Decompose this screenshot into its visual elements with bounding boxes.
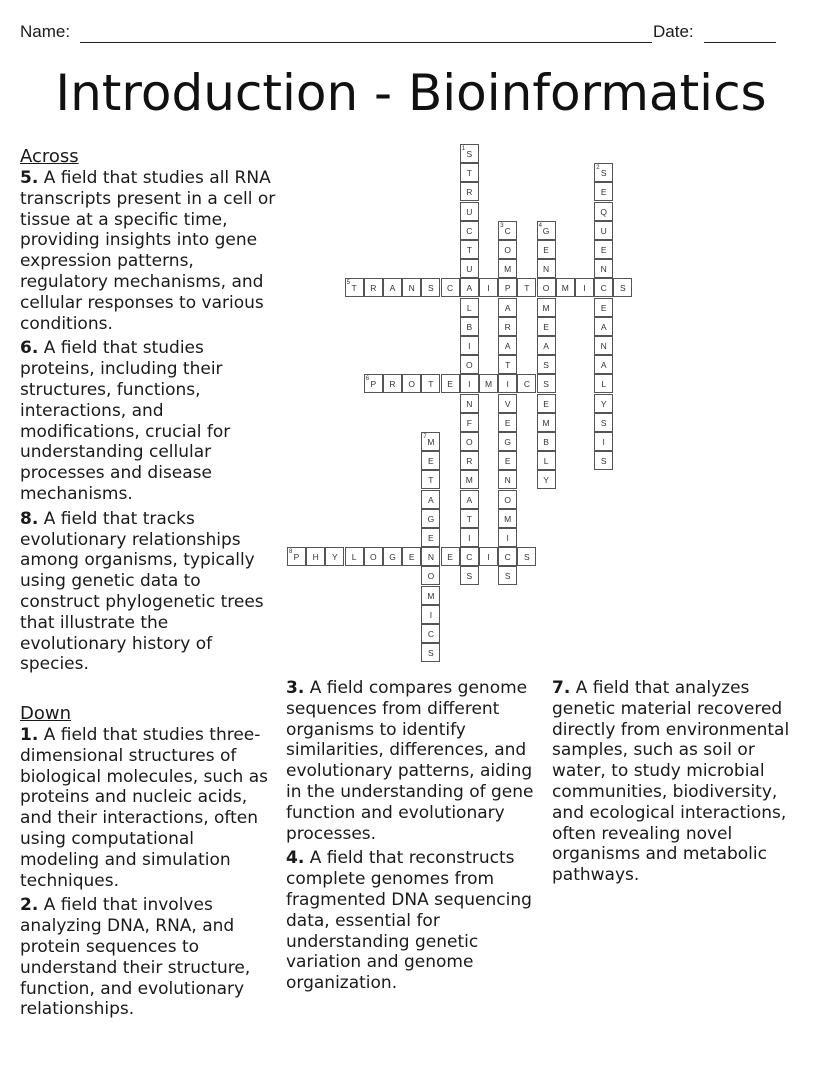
crossword-cell[interactable] bbox=[537, 240, 556, 259]
crossword-cell[interactable] bbox=[498, 547, 517, 566]
crossword-cell[interactable] bbox=[537, 451, 556, 470]
crossword-cell[interactable] bbox=[479, 278, 498, 297]
cell-letter: M bbox=[465, 475, 473, 486]
cell-letter: T bbox=[466, 245, 472, 255]
crossword-cell[interactable] bbox=[594, 298, 613, 317]
crossword-cell[interactable] bbox=[594, 163, 613, 182]
cell-letter: E bbox=[600, 302, 607, 313]
crossword-cell[interactable] bbox=[460, 355, 479, 374]
cell-letter: M bbox=[542, 417, 550, 428]
cell-letter: T bbox=[351, 283, 357, 294]
crossword-cell[interactable] bbox=[537, 298, 556, 317]
crossword-cell[interactable] bbox=[594, 221, 613, 240]
crossword-cell[interactable] bbox=[460, 528, 479, 547]
date-label: Date: bbox=[653, 22, 694, 41]
cell-letter: G bbox=[504, 437, 511, 447]
crossword-cell[interactable] bbox=[498, 259, 517, 278]
crossword-cell[interactable] bbox=[421, 374, 440, 393]
crossword-cell[interactable] bbox=[594, 394, 613, 413]
cell-letter: N bbox=[504, 475, 511, 486]
page-title: Introduction - Bioinformatics bbox=[55, 64, 767, 122]
clue-number: 3. bbox=[286, 678, 305, 698]
crossword-cell[interactable] bbox=[556, 278, 575, 297]
cell-letter: A bbox=[600, 360, 607, 371]
crossword-cell[interactable] bbox=[460, 374, 479, 393]
crossword-cell[interactable] bbox=[537, 394, 556, 413]
clue-down-3 bbox=[286, 678, 544, 844]
cell-letter: M bbox=[504, 264, 512, 275]
crossword-cell[interactable] bbox=[345, 547, 364, 566]
crossword-cell[interactable] bbox=[594, 451, 613, 470]
crossword-cell[interactable] bbox=[517, 278, 536, 297]
clue-number: 2. bbox=[20, 895, 39, 916]
clue-number: 5. bbox=[20, 168, 39, 188]
cell-letter: R bbox=[389, 379, 396, 390]
crossword-cell[interactable] bbox=[287, 547, 306, 566]
cell-letter: Y bbox=[543, 475, 549, 486]
cell-number: 3 bbox=[500, 222, 504, 229]
cell-letter: T bbox=[428, 379, 434, 390]
crossword-cell[interactable] bbox=[421, 490, 440, 509]
clue-down-7 bbox=[552, 678, 810, 886]
cell-letter: O bbox=[408, 379, 415, 390]
cell-letter: E bbox=[428, 533, 434, 543]
cell-letter: T bbox=[428, 475, 434, 486]
crossword-cell[interactable] bbox=[460, 547, 479, 566]
cell-letter: C bbox=[466, 225, 473, 236]
clue-down-4 bbox=[286, 848, 544, 994]
cell-letter: E bbox=[408, 552, 415, 563]
crossword-cell[interactable] bbox=[421, 624, 440, 643]
crossword-cell[interactable] bbox=[364, 374, 383, 393]
clue-text: A field that reconstructs complete genomes from fragmented DNA sequencing data, essential for understanding genetic variation and genome organization. bbox=[286, 848, 532, 994]
cell-letter: S bbox=[600, 417, 607, 428]
crossword-cell[interactable] bbox=[460, 394, 479, 413]
cell-letter: Q bbox=[600, 206, 607, 217]
crossword-cell[interactable] bbox=[460, 509, 479, 528]
cell-letter: E bbox=[600, 245, 607, 255]
down-clues-column-2 bbox=[286, 678, 544, 998]
crossword-cell[interactable] bbox=[460, 182, 479, 201]
cell-letter: E bbox=[543, 321, 549, 332]
crossword-cell[interactable] bbox=[594, 202, 613, 221]
cell-letter: Y bbox=[600, 398, 607, 409]
clue-number: 7. bbox=[552, 678, 571, 698]
crossword-cell[interactable] bbox=[421, 470, 440, 489]
crossword-cell[interactable] bbox=[460, 278, 479, 297]
crossword-cell[interactable] bbox=[537, 336, 556, 355]
cell-letter: S bbox=[524, 552, 530, 563]
cell-letter: I bbox=[487, 283, 490, 294]
clue-text: A field that studies all RNA transcripts present in a cell or tissue at a specific time, providing insights into gene expression patterns, regulatory mechanisms, and cellular responses to various conditions. bbox=[20, 168, 276, 334]
cell-letter: S bbox=[466, 571, 473, 582]
cell-letter: H bbox=[312, 552, 319, 563]
crossword-cell[interactable] bbox=[421, 605, 440, 624]
crossword-cell[interactable] bbox=[460, 259, 479, 278]
cell-letter: T bbox=[466, 168, 472, 179]
cell-letter: E bbox=[543, 398, 549, 409]
crossword-cell[interactable] bbox=[460, 336, 479, 355]
crossword-cell[interactable] bbox=[421, 278, 440, 297]
cell-number: 1 bbox=[461, 146, 466, 152]
crossword-cell[interactable] bbox=[383, 547, 402, 566]
cell-letter: M bbox=[561, 283, 569, 294]
cell-letter: O bbox=[369, 552, 377, 563]
crossword-cell[interactable] bbox=[421, 586, 440, 605]
crossword-cell[interactable] bbox=[594, 278, 613, 297]
crossword-cell[interactable] bbox=[594, 413, 613, 432]
cell-letter: M bbox=[504, 513, 512, 524]
clue-across-8 bbox=[20, 509, 278, 675]
cell-letter: M bbox=[542, 302, 550, 313]
crossword-cell[interactable] bbox=[421, 432, 440, 451]
crossword-cell[interactable] bbox=[460, 144, 479, 163]
crossword-cell[interactable] bbox=[421, 451, 440, 470]
cell-letter: I bbox=[506, 379, 509, 390]
cell-letter: M bbox=[427, 590, 435, 601]
crossword-cell[interactable] bbox=[594, 259, 613, 278]
across-clues bbox=[20, 146, 278, 679]
crossword-cell[interactable] bbox=[460, 221, 479, 240]
cell-letter: L bbox=[351, 552, 357, 563]
cell-number: 6 bbox=[365, 376, 370, 383]
clue-number: 4. bbox=[286, 848, 305, 869]
crossword-cell[interactable] bbox=[537, 221, 556, 240]
crossword-cell[interactable] bbox=[460, 240, 479, 259]
cell-letter: O bbox=[427, 571, 435, 582]
crossword-cell[interactable] bbox=[460, 432, 479, 451]
cell-letter: T bbox=[466, 513, 472, 524]
crossword-cell[interactable] bbox=[479, 374, 498, 393]
crossword-cell[interactable] bbox=[421, 528, 440, 547]
crossword-cell[interactable] bbox=[441, 278, 460, 297]
cell-letter: R bbox=[504, 321, 511, 332]
cell-letter: I bbox=[468, 341, 471, 351]
crossword-cell[interactable] bbox=[498, 355, 517, 374]
cell-letter: G bbox=[542, 225, 550, 236]
crossword-cell[interactable] bbox=[421, 643, 440, 662]
cell-letter: T bbox=[524, 283, 530, 294]
crossword-cell[interactable] bbox=[517, 374, 536, 393]
crossword-cell[interactable] bbox=[498, 509, 517, 528]
name-label: Name: bbox=[20, 22, 71, 41]
crossword-cell[interactable] bbox=[498, 566, 517, 585]
cell-letter: I bbox=[583, 283, 586, 294]
cell-letter: O bbox=[465, 437, 473, 447]
clue-text: A field that involves analyzing DNA, RNA, and protein sequences to understand their structure, function, and evolutionary relationships. bbox=[20, 895, 251, 1020]
cell-letter: T bbox=[505, 360, 511, 371]
cell-letter: P bbox=[370, 379, 377, 390]
cell-letter: F bbox=[466, 417, 472, 428]
cell-letter: S bbox=[620, 283, 626, 294]
cell-letter: A bbox=[389, 283, 396, 294]
crossword-cell[interactable] bbox=[460, 202, 479, 221]
clue-across-5 bbox=[20, 168, 278, 334]
crossword-cell[interactable] bbox=[364, 547, 383, 566]
cell-letter: U bbox=[466, 206, 473, 217]
clue-text: A field compares genome sequences from different organisms to identify similarities, differences, and evolutionary patterns, aiding in the understanding of gene function and evolutionary processes. bbox=[286, 678, 534, 844]
cell-letter: I bbox=[487, 552, 490, 563]
crossword-cell[interactable] bbox=[402, 278, 421, 297]
cell-letter: I bbox=[468, 379, 471, 390]
cell-letter: S bbox=[543, 379, 549, 390]
crossword-cell[interactable] bbox=[498, 394, 517, 413]
clue-number: 8. bbox=[20, 508, 39, 529]
cell-letter: A bbox=[504, 302, 511, 313]
crossword-cell[interactable] bbox=[594, 432, 613, 451]
crossword-cell[interactable] bbox=[345, 278, 364, 297]
cell-letter: C bbox=[447, 283, 454, 294]
crossword-cell[interactable] bbox=[594, 317, 613, 336]
crossword-cell[interactable] bbox=[306, 547, 325, 566]
cell-letter: P bbox=[293, 552, 300, 563]
crossword-cell[interactable] bbox=[498, 432, 517, 451]
cell-letter: I bbox=[506, 533, 509, 543]
crossword-cell[interactable] bbox=[594, 355, 613, 374]
cell-letter: B bbox=[466, 321, 473, 332]
cell-letter: L bbox=[466, 302, 472, 313]
clue-down-1 bbox=[20, 725, 278, 891]
cell-letter: U bbox=[600, 225, 607, 236]
crossword-cell[interactable] bbox=[421, 566, 440, 585]
crossword-cell[interactable] bbox=[460, 317, 479, 336]
crossword-cell[interactable] bbox=[441, 547, 460, 566]
cell-letter: C bbox=[523, 379, 530, 390]
cell-letter: Y bbox=[332, 552, 338, 563]
cell-number: 8 bbox=[289, 549, 293, 556]
crossword-cell[interactable] bbox=[498, 298, 517, 317]
cell-letter: A bbox=[504, 341, 511, 351]
crossword-cell[interactable] bbox=[498, 470, 517, 489]
cell-letter: N bbox=[427, 552, 434, 563]
cell-letter: N bbox=[408, 283, 415, 294]
cell-number: 5 bbox=[346, 280, 350, 287]
crossword-cell[interactable] bbox=[460, 451, 479, 470]
crossword-cell[interactable] bbox=[594, 240, 613, 259]
cell-letter: V bbox=[504, 398, 511, 409]
cell-letter: E bbox=[504, 456, 511, 467]
cell-letter: N bbox=[543, 264, 550, 275]
cell-letter: N bbox=[600, 341, 607, 351]
cell-letter: A bbox=[466, 494, 473, 505]
crossword-cell[interactable] bbox=[498, 413, 517, 432]
cell-letter: N bbox=[466, 398, 473, 409]
crossword-cell[interactable] bbox=[498, 374, 517, 393]
crossword-cell[interactable] bbox=[460, 163, 479, 182]
cell-letter: S bbox=[600, 168, 607, 179]
cell-letter: E bbox=[504, 417, 511, 428]
down-clues-column-3 bbox=[552, 678, 810, 890]
cell-letter: E bbox=[447, 379, 453, 390]
cell-number: 4 bbox=[538, 222, 542, 229]
crossword-cell[interactable] bbox=[498, 278, 517, 297]
crossword-cell[interactable] bbox=[537, 413, 556, 432]
cell-letter: S bbox=[543, 360, 549, 371]
crossword-cell[interactable] bbox=[498, 221, 517, 240]
crossword-cell[interactable] bbox=[402, 374, 421, 393]
cell-letter: O bbox=[542, 283, 550, 294]
crossword-cell[interactable] bbox=[498, 451, 517, 470]
cell-letter: I bbox=[429, 609, 433, 620]
cell-letter: C bbox=[504, 552, 511, 563]
cell-number: 7 bbox=[423, 434, 427, 440]
cell-letter: A bbox=[600, 321, 607, 332]
crossword-cell[interactable] bbox=[498, 317, 517, 336]
cell-letter: C bbox=[466, 552, 473, 563]
cell-letter: S bbox=[428, 648, 434, 659]
crossword-cell[interactable] bbox=[460, 566, 479, 585]
cell-letter: R bbox=[466, 187, 473, 198]
crossword-cell[interactable] bbox=[594, 182, 613, 201]
down-heading: Down bbox=[20, 703, 72, 724]
cell-letter: M bbox=[484, 379, 493, 390]
cell-letter: C bbox=[427, 629, 434, 639]
cell-letter: S bbox=[466, 149, 473, 159]
clue-number: 6. bbox=[20, 338, 39, 359]
cell-letter: E bbox=[428, 456, 434, 467]
cell-letter: A bbox=[466, 283, 473, 294]
clue-text: A field that studies proteins, including their structures, functions, interactions, and modifications, crucial for understanding cellular processes and disease mechanisms. bbox=[20, 338, 231, 504]
crossword-cell[interactable] bbox=[498, 240, 517, 259]
cell-letter: C bbox=[504, 225, 511, 236]
cell-letter: N bbox=[600, 264, 607, 275]
date-field-line[interactable] bbox=[704, 42, 776, 43]
cell-letter: S bbox=[600, 456, 607, 467]
cell-letter: R bbox=[370, 283, 377, 294]
cell-letter: R bbox=[466, 456, 473, 467]
crossword-cell[interactable] bbox=[421, 509, 440, 528]
cell-letter: O bbox=[465, 360, 473, 371]
clue-number: 1. bbox=[20, 725, 39, 745]
cell-letter: O bbox=[504, 245, 511, 255]
crossword-cell[interactable] bbox=[479, 547, 498, 566]
cell-letter: E bbox=[543, 245, 549, 255]
crossword-cell[interactable] bbox=[460, 470, 479, 489]
cell-letter: M bbox=[427, 437, 435, 447]
crossword-cell[interactable] bbox=[594, 336, 613, 355]
cell-letter: B bbox=[543, 437, 549, 447]
cell-letter: U bbox=[466, 264, 473, 275]
crossword-cell[interactable] bbox=[613, 278, 632, 297]
crossword-cell[interactable] bbox=[537, 278, 556, 297]
cell-number: 2 bbox=[596, 165, 600, 172]
crossword-cell[interactable] bbox=[460, 298, 479, 317]
cell-letter: S bbox=[504, 571, 511, 582]
clue-down-2 bbox=[20, 895, 278, 1020]
cell-letter: I bbox=[468, 533, 471, 543]
cell-letter: L bbox=[601, 379, 607, 390]
cell-letter: G bbox=[427, 513, 435, 524]
crossword-cell[interactable] bbox=[383, 278, 402, 297]
crossword-cell[interactable] bbox=[498, 490, 517, 509]
cell-letter: I bbox=[602, 437, 605, 447]
across-heading: Across bbox=[20, 146, 79, 167]
name-field-line[interactable] bbox=[80, 42, 652, 43]
cell-letter: L bbox=[543, 456, 549, 467]
down-clues-column-1 bbox=[20, 703, 278, 1024]
crossword-cell[interactable] bbox=[537, 355, 556, 374]
header-row bbox=[20, 20, 780, 46]
crossword-cell[interactable] bbox=[498, 528, 517, 547]
cell-letter: A bbox=[428, 494, 434, 505]
crossword-cell[interactable] bbox=[402, 547, 421, 566]
crossword-cell[interactable] bbox=[498, 336, 517, 355]
crossword-cell[interactable] bbox=[537, 259, 556, 278]
crossword-cell[interactable] bbox=[460, 413, 479, 432]
crossword-cell[interactable] bbox=[517, 547, 536, 566]
cell-letter: P bbox=[504, 283, 511, 294]
crossword-cell[interactable] bbox=[537, 317, 556, 336]
crossword-cell[interactable] bbox=[383, 374, 402, 393]
cell-letter: E bbox=[600, 187, 607, 198]
crossword-cell[interactable] bbox=[594, 374, 613, 393]
clue-across-6 bbox=[20, 338, 278, 504]
crossword-cell[interactable] bbox=[364, 278, 383, 297]
cell-letter: O bbox=[504, 494, 511, 505]
clue-text: A field that tracks evolutionary relationships among organisms, typically using genetic data to construct phylogenetic trees that illustrate the evolutionary history of species. bbox=[20, 508, 264, 675]
cell-letter: G bbox=[389, 552, 396, 563]
crossword-cell[interactable] bbox=[537, 432, 556, 451]
cell-letter: E bbox=[447, 552, 453, 563]
crossword-cell[interactable] bbox=[537, 470, 556, 489]
crossword-cell[interactable] bbox=[441, 374, 460, 393]
crossword-cell[interactable] bbox=[421, 547, 440, 566]
crossword-cell[interactable] bbox=[575, 278, 594, 297]
cell-letter: A bbox=[543, 341, 549, 351]
cell-letter: C bbox=[600, 283, 607, 294]
crossword-cell[interactable] bbox=[325, 547, 344, 566]
clue-text: A field that analyzes genetic material recovered directly from environmental samples, such as soil or water, to study microbial communities, biodiversity, and ecological interactions, often revealing novel organisms and metabolic pathways. bbox=[552, 678, 790, 886]
crossword-cell[interactable] bbox=[537, 374, 556, 393]
clue-text: A field that studies three-dimensional structures of biological molecules, such as proteins and nucleic acids, and their interactions, often using computational modeling and simulation techniques. bbox=[20, 725, 268, 891]
crossword-cell[interactable] bbox=[460, 490, 479, 509]
cell-letter: S bbox=[428, 283, 434, 294]
